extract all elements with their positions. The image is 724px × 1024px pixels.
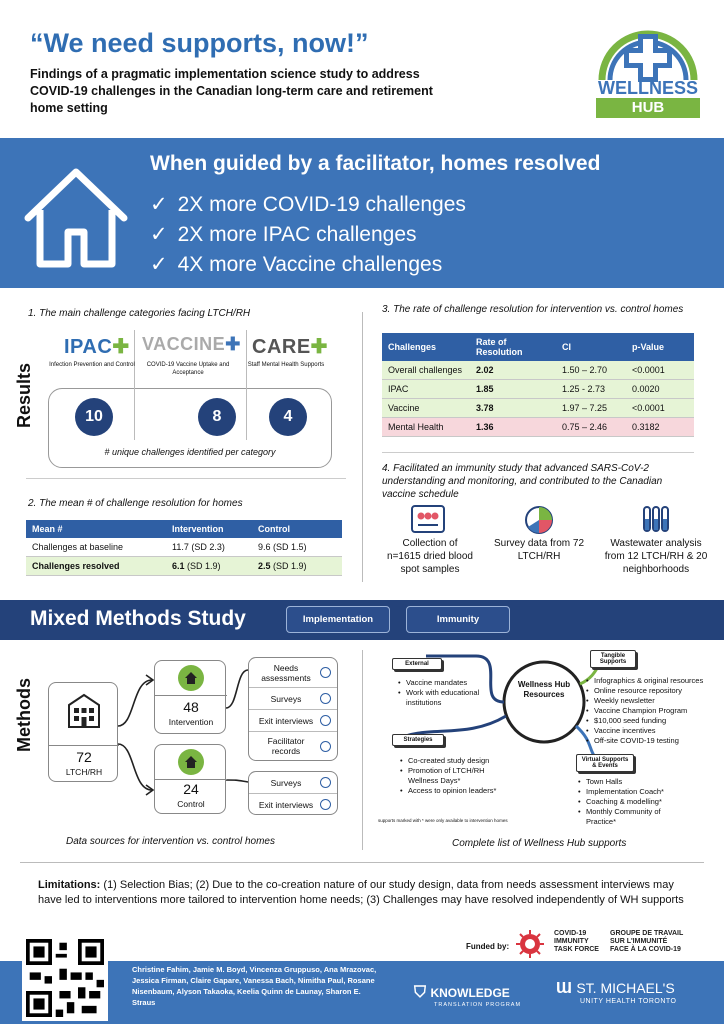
table-row: Mental Health 1.36 0.75 – 2.46 0.3182: [382, 418, 694, 437]
category-subtitle: COVID-19 Vaccine Uptake and Acceptance: [146, 362, 230, 376]
plus-shield-icon: ✚: [225, 334, 241, 354]
tab-implementation[interactable]: Implementation: [286, 606, 390, 633]
check-icon: ✓: [150, 253, 168, 276]
intervention-sources-box: [248, 657, 338, 761]
hub-center-label: Wellness Hub Resources: [517, 680, 571, 699]
pie-chart-icon: [524, 505, 554, 535]
section-3-title: 3. The rate of challenge resolution for intervention vs. control homes: [382, 304, 684, 315]
intervention-box: [154, 660, 226, 734]
survey-icon: [320, 777, 331, 788]
st-michaels-logo: Ɯ ST. MICHAEL'S UNITY HEALTH TORONTO: [556, 980, 677, 1005]
intervention-count: 48: [183, 699, 199, 715]
results-divider: [362, 312, 363, 582]
source-item: Facilitator records: [249, 732, 337, 760]
qr-code-frame[interactable]: [22, 935, 108, 1021]
test-tubes-icon: [641, 504, 671, 534]
interview-icon: [320, 715, 331, 726]
strategies-tag: Strategies: [392, 734, 444, 746]
section-divider: [26, 478, 346, 479]
section-1-title: 1. The main challenge categories facing LTCH/RH: [28, 308, 251, 319]
mixed-methods-title: Mixed Methods Study: [30, 607, 246, 630]
external-list: • Vaccine mandates • Work with educational institutions: [398, 678, 514, 708]
virus-logo-icon: [514, 928, 546, 960]
tangible-tag: Tangible Supports: [590, 650, 636, 668]
category-subtitle: Infection Prevention and Control: [49, 362, 135, 368]
immunity-stat: Collection of n=1615 dried blood spot samples: [387, 538, 473, 575]
column-header: p-Value: [626, 333, 694, 361]
control-box: [154, 744, 226, 814]
results-label: Results: [14, 362, 34, 428]
qr-code-icon: [26, 939, 104, 1017]
source-item: Surveys: [249, 688, 337, 710]
finding-item: ✓ 2X more COVID-19 challenges: [150, 193, 466, 216]
section-divider: [20, 862, 704, 863]
source-item: Needs assessments: [249, 658, 337, 688]
section-divider: [382, 452, 694, 453]
rate-resolution-table: [382, 333, 694, 437]
control-count: 24: [183, 781, 199, 797]
finding-item: ✓ 4X more Vaccine challenges: [150, 253, 443, 276]
mixed-methods-banner: [0, 600, 724, 640]
mean-resolution-table: [26, 520, 342, 576]
logo-hub-text: HUB: [596, 98, 700, 118]
table-row: Challenges resolved 6.1 (SD 1.9) 2.5 (SD 1.9): [26, 557, 342, 576]
tab-immunity[interactable]: Immunity: [406, 606, 510, 633]
section-2-title: 2. The mean # of challenge resolution for homes: [28, 498, 243, 509]
control-sources-box: [248, 771, 338, 815]
source-item: Exit interviews: [249, 710, 337, 732]
total-homes-box: [48, 682, 118, 782]
key-findings-banner: [0, 138, 724, 288]
column-header: Intervention: [166, 520, 252, 538]
category-divider: [134, 330, 135, 440]
funded-by-label: Funded by:: [466, 942, 510, 951]
plus-shield-icon: ✚: [112, 336, 130, 358]
footnote: supports marked with * were only available to intervention homes: [378, 818, 508, 823]
category-subtitle: Staff Mental Health Supports: [247, 362, 325, 368]
authors-list: Christine Fahim, Jamie M. Boyd, Vincenza Gruppuso, Ana Mrazovac, Jessica Firman, Claire Gapare, Vanessa Bach, Nimitha Paul, Rosane Nisenbaum, Alyson Takaoka, Keelia Quinn de Launay, Sharon E. Straus: [132, 965, 377, 1007]
sm-mark-icon: Ɯ: [556, 980, 572, 997]
intervention-label: Intervention: [168, 717, 214, 727]
magnifier-icon: [320, 667, 331, 678]
source-item: Surveys: [249, 772, 337, 794]
survey-icon: [320, 693, 331, 704]
immunity-stat: Wastewater analysis from 12 LTCH/RH & 20 neighborhoods: [604, 538, 708, 575]
finding-item: ✓ 2X more IPAC challenges: [150, 223, 417, 246]
check-icon: ✓: [150, 223, 168, 246]
tangible-list: • Infographics & original resources • Online resource repository • Weekly newsletter • Vaccine Champion Program • $10,000 seed funding • Vaccine incentives • Off-site COVID-19 testing: [586, 676, 714, 746]
control-label: Control: [177, 799, 205, 809]
methods-label: Methods: [14, 678, 34, 752]
methods-caption: Data sources for intervention vs. control homes: [66, 836, 275, 847]
plus-heart-icon: ✚: [310, 336, 328, 358]
kt-program-logo: ⛉ KNOWLEDGE TRANSLATION PROGRAM: [414, 984, 522, 1008]
poster-title: “We need supports, now!”: [30, 28, 369, 58]
category-count: 8: [198, 398, 236, 436]
section-4-title: 4. Facilitated an immunity study that advanced SARS-CoV-2 understanding and monitoring, and contributed to the Canadian vaccine schedule: [382, 463, 663, 500]
column-header: Rate of Resolution: [470, 333, 556, 361]
interview-icon: [320, 799, 331, 810]
column-header: Control: [252, 520, 342, 538]
ipac-logo: IPAC✚: [64, 336, 130, 358]
banner-title: When guided by a facilitator, homes resolved: [150, 152, 601, 175]
virtual-tag: Virtual Supports & Events: [576, 754, 634, 772]
table-header-row: [26, 520, 342, 538]
records-icon: [320, 741, 331, 752]
poster-subtitle: Findings of a pragmatic implementation science study to address COVID-19 challenges in the Canadian long-term care and retirement home setting: [30, 67, 433, 115]
citf-french: GROUPE DE TRAVAIL SUR L'IMMUNITÉ FACE À LA COVID-19: [610, 930, 684, 953]
wellness-hub-logo: [588, 18, 708, 122]
table-row: Overall challenges 2.02 1.50 – 2.70 <0.0001: [382, 361, 694, 380]
category-divider: [246, 330, 247, 440]
limitations-text: Limitations: (1) Selection Bias; (2) Due to the co-creation nature of our study design, data from needs assessment interviews may have led to interventions more tailored to intervention home needs; (3) Challenges may have resolved independently of WH supports: [38, 879, 684, 906]
vaccine-logo: VACCINE✚: [142, 334, 241, 354]
total-count: 72: [76, 749, 92, 765]
blood-spot-card-icon: [411, 505, 445, 533]
methods-divider: [362, 650, 363, 850]
total-label: LTCH/RH: [65, 767, 103, 777]
check-icon: ✓: [150, 193, 168, 216]
table-row: IPAC 1.85 1.25 - 2.73 0.0020: [382, 380, 694, 399]
house-icon: [20, 162, 132, 272]
column-header: Mean #: [26, 520, 166, 538]
column-header: Challenges: [382, 333, 470, 361]
wellness-hub-caption: Complete list of Wellness Hub supports: [452, 838, 627, 849]
kt-shield-icon: ⛉: [414, 984, 427, 1001]
strategies-list: • Co-created study design • Promotion of LTCH/RH Wellness Days* • Access to opinion leaders*: [400, 756, 516, 796]
external-tag: External: [392, 658, 442, 670]
categories-caption: # unique challenges identified per category: [104, 447, 276, 457]
immunity-stat: Survey data from 72 LTCH/RH: [493, 538, 585, 562]
home-icon: [178, 749, 204, 775]
care-logo: CARE✚: [252, 336, 328, 358]
source-item: Exit interviews: [249, 794, 337, 815]
home-icon: [178, 665, 204, 691]
table-header-row: [382, 333, 694, 361]
table-row: Challenges at baseline 11.7 (SD 2.3) 9.6 (SD 1.5): [26, 538, 342, 557]
virtual-list: • Town Halls • Implementation Coach* • Coaching & modelling* • Monthly Community of Practice*: [578, 777, 682, 827]
category-count: 4: [269, 398, 307, 436]
citf-english: COVID-19 IMMUNITY TASK FORCE: [554, 930, 599, 953]
column-header: CI: [556, 333, 626, 361]
table-row: Vaccine 3.78 1.97 – 7.25 <0.0001: [382, 399, 694, 418]
logo-wellness-text: WELLNESS: [597, 78, 698, 98]
building-icon: [65, 691, 103, 729]
category-count: 10: [75, 398, 113, 436]
